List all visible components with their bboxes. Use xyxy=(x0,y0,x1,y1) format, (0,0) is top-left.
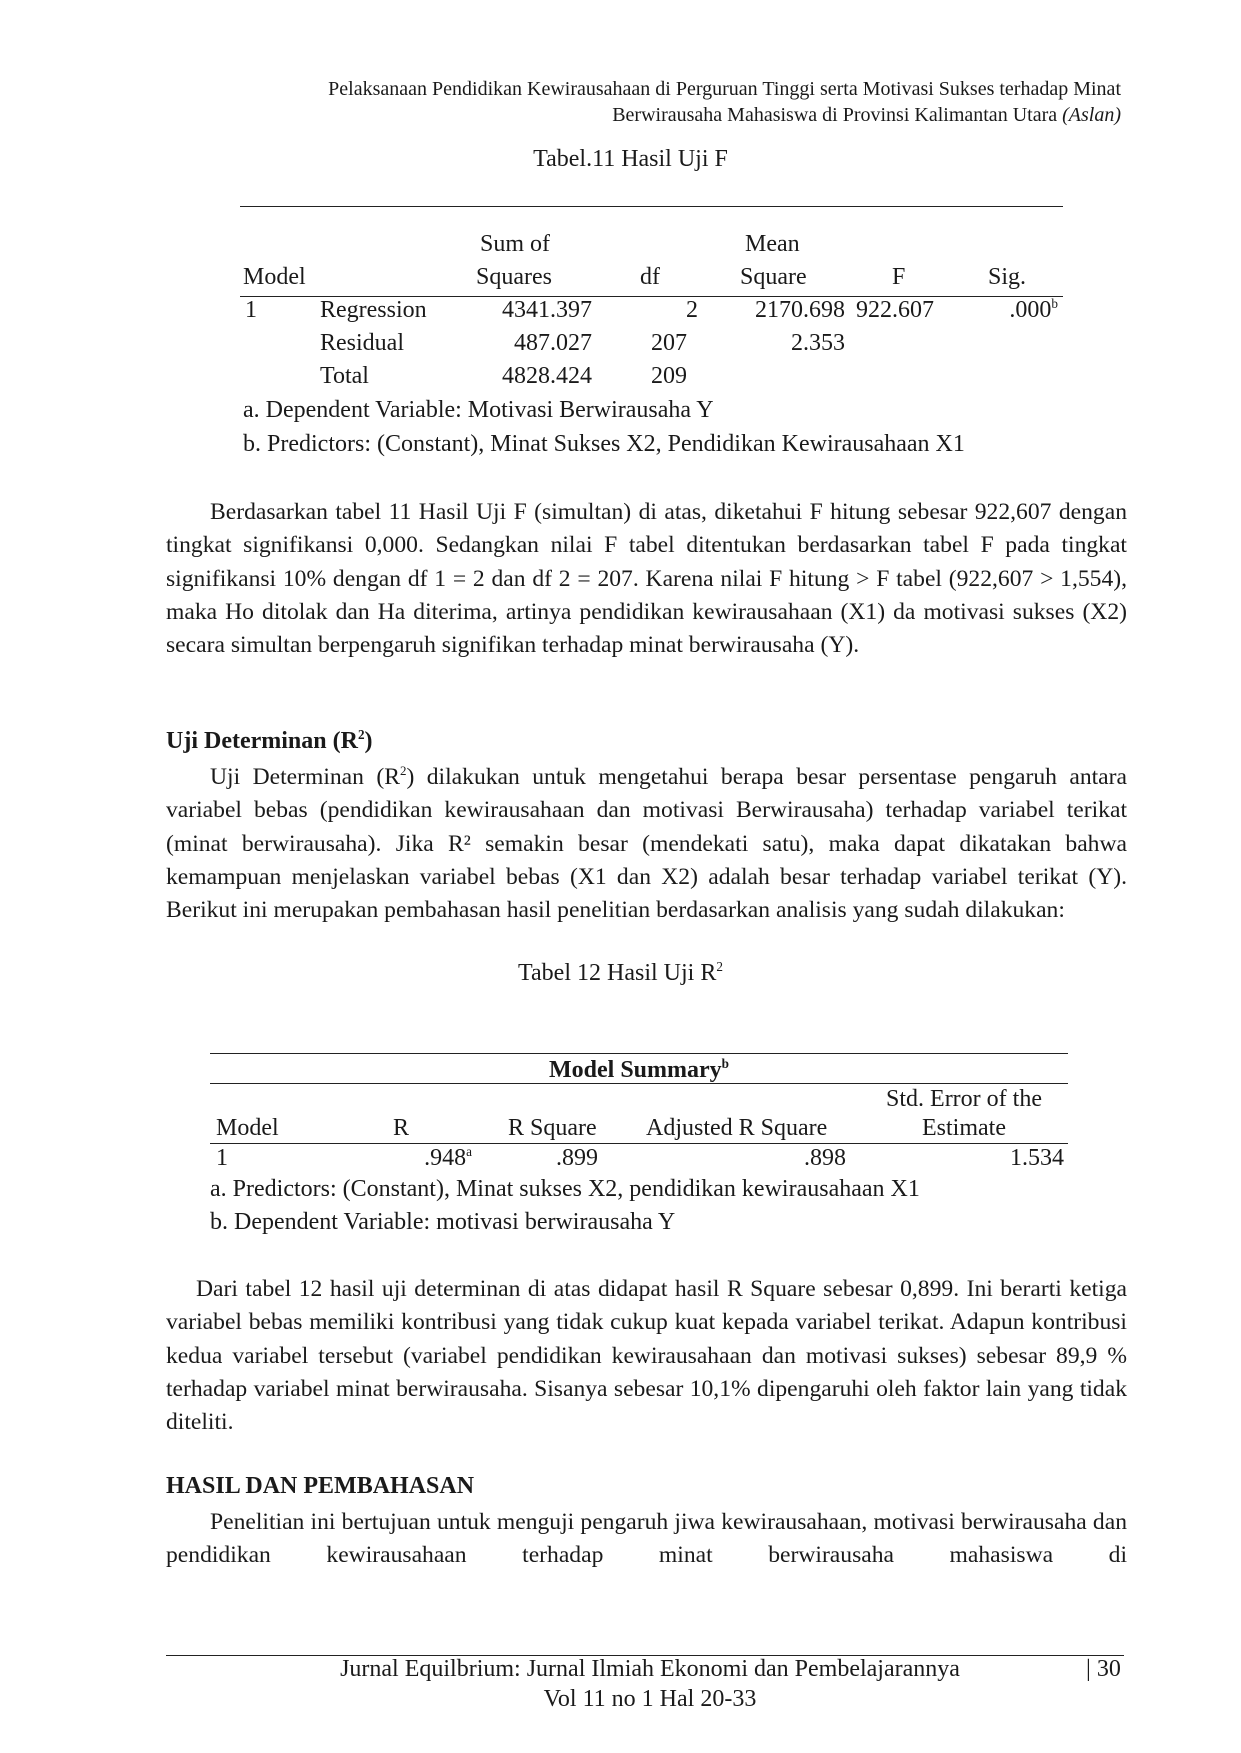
table12-note-b: b. Dependent Variable: motivasi berwirausaha Y xyxy=(210,1209,676,1235)
table12-header-rule xyxy=(210,1143,1068,1144)
table12-header-se-top: Std. Error of the xyxy=(886,1086,1042,1112)
table12-note-a: a. Predictors: (Constant), Minat sukses X2, pendidikan kewirausahaan X1 xyxy=(210,1176,920,1202)
table12-row-model: 1 xyxy=(216,1145,228,1171)
table11-note-a: a. Dependent Variable: Motivasi Berwirausaha Y xyxy=(243,397,714,423)
table11-caption: Tabel.11 Hasil Uji F xyxy=(533,146,728,172)
table11-row-sig xyxy=(960,294,1058,327)
table12-title-text: Model Summary xyxy=(549,1057,722,1083)
table11-sig-value: .000 xyxy=(1009,297,1052,323)
table11-header-sum-bottom: Squares xyxy=(476,264,552,290)
table11-row-mean: 2.353 xyxy=(791,330,845,356)
table11-row-label: Total xyxy=(320,363,369,389)
paragraph-f-test-text: Berdasarkan tabel 11 Hasil Uji F (simultan) di atas, diketahui F hitung sebesar 922,607 dengan tingkat signifikansi 0,000. Sedangkan nilai F tabel ditentukan berdasarkan tabel F pada tingkat signifikansi 10% dengan df 1 = 2 dan df 2 = 207. Karena nilai F hitung > F tabel (922,607 > 1,554), maka Ho ditolak dan Ha diterima, artinya pendidikan kewirausahaan (X1) da motivasi sukses (X2) secara simultan berpengaruh signifikan terhadap minat berwirausaha (Y). xyxy=(166,499,1127,659)
table12-caption xyxy=(0,960,1241,987)
running-header-author: (Aslan) xyxy=(1062,104,1121,126)
table12-header-se-bottom: Estimate xyxy=(922,1115,1006,1141)
table11-header-df: df xyxy=(640,264,660,290)
table12-row-r xyxy=(380,1142,472,1175)
table11-header-mean-bottom: Square xyxy=(740,264,807,290)
table11-row-label: Regression xyxy=(320,297,427,323)
table11-header-model: Model xyxy=(243,264,306,290)
heading-uji-determinan-close: ) xyxy=(364,728,373,754)
paragraph-hasil-text: Penelitian ini bertujuan untuk menguji pengaruh jiwa kewirausahaan, motivasi berwirausaha dan pendidikan kewirausahaan terhadap minat berwirausaha mahasiswa di xyxy=(166,1509,1127,1569)
table11-top-rule xyxy=(240,206,1063,207)
running-header-line1: Pelaksanaan Pendidikan Kewirausahaan di Perguruan Tinggi serta Motivasi Sukses terhadap Minat xyxy=(328,78,1121,100)
table12-header-r: R xyxy=(393,1115,410,1141)
table11-note-b: b. Predictors: (Constant), Minat Sukses X2, Pendidikan Kewirausahaan X1 xyxy=(243,431,965,457)
paragraph-determinan xyxy=(166,761,1127,927)
table12-header-r-square: R Square xyxy=(508,1115,597,1141)
table11-header-mean-top: Mean xyxy=(745,231,800,257)
paragraph-hasil xyxy=(166,1506,1127,1573)
table12-row-adjusted: .898 xyxy=(804,1145,846,1171)
running-header-title-end: Berwirausaha Mahasiswa di Provinsi Kalimantan Utara xyxy=(612,104,1058,126)
table11-sig-footnote-mark: b xyxy=(1051,296,1058,311)
heading-uji-determinan xyxy=(166,728,373,755)
table12-header-adjusted: Adjusted R Square xyxy=(646,1115,828,1141)
table11-row-df: 2 xyxy=(686,297,698,323)
paragraph-r-square-text: Dari tabel 12 hasil uji determinan di atas didapat hasil R Square sebesar 0,899. Ini berarti ketiga variabel bebas memiliki kontribusi yang tidak cukup kuat kepada variabel terikat. Adapun kontribusi kedua variabel tersebut (variabel pendidikan kewirausahaan dan motivasi sukses) sebesar 89,9 % terhadap variabel minat berwirausaha. Sisanya sebesar 10,1% dipengaruhi oleh faktor lain yang tidak diteliti. xyxy=(166,1276,1127,1436)
running-header-line2 xyxy=(328,102,1121,128)
table12-caption-sup: 2 xyxy=(716,959,723,974)
table11-row-sum: 4828.424 xyxy=(502,363,592,389)
table11-row-sum: 487.027 xyxy=(514,330,592,356)
heading-hasil-pembahasan: HASIL DAN PEMBAHASAN xyxy=(166,1473,475,1499)
footer-page-number xyxy=(1086,1654,1121,1684)
paragraph-determinan-start: Uji Determinan (R xyxy=(210,764,400,790)
heading-uji-determinan-text: Uji Determinan (R xyxy=(166,728,358,754)
table12-r-value: .948 xyxy=(424,1145,467,1171)
paragraph-determinan-sup: 2 xyxy=(399,763,407,779)
paragraph-f-test xyxy=(166,496,1127,662)
paragraph-determinan-text xyxy=(166,761,1127,927)
table12-title-sup: b xyxy=(721,1056,729,1071)
footer-journal: Jurnal Equilbrium: Jurnal Ilmiah Ekonomi dan Pembelajarannya xyxy=(340,1656,960,1682)
footer-page-separator: | xyxy=(1086,1656,1091,1682)
footer-page-value: 30 xyxy=(1096,1656,1121,1682)
table11-row-label: Residual xyxy=(320,330,404,356)
table12-row-r-square: .899 xyxy=(556,1145,598,1171)
table12-r-footnote-mark: a xyxy=(466,1144,472,1159)
table11-model-number: 1 xyxy=(245,297,257,323)
table11-header-sig: Sig. xyxy=(988,264,1027,290)
paragraph-determinan-rest: ) dilakukan untuk mengetahui berapa besar persentase pengaruh antara variabel bebas (pendidikan kewirausahaan dan motivasi Berwirausaha) terhadap variabel terikat (minat berwirausaha). Jika R² semakin besar (mendekati satu), maka dapat dikatakan bahwa kemampuan menjelaskan variabel bebas (X1 dan X2) adalah besar terhadap variabel terikat (Y). Berikut ini merupakan pembahasan hasil penelitian berdasarkan analisis yang sudah dilakukan: xyxy=(166,764,1127,924)
heading-uji-determinan-sup: 2 xyxy=(357,727,365,742)
paragraph-r-square xyxy=(166,1273,1127,1439)
running-header xyxy=(328,76,1121,128)
table11-row-sum: 4341.397 xyxy=(502,297,592,323)
table11-header-sum-top: Sum of xyxy=(480,231,551,257)
table12-header-model: Model xyxy=(216,1115,279,1141)
table11-row-f: 922.607 xyxy=(856,297,934,323)
table12-row-se: 1.534 xyxy=(1010,1145,1064,1171)
table11-row-df: 209 xyxy=(651,363,687,389)
table11-row-mean: 2170.698 xyxy=(755,297,845,323)
table11-row-df: 207 xyxy=(651,330,687,356)
table11-header-f: F xyxy=(892,264,906,290)
footer-volume: Vol 11 no 1 Hal 20-33 xyxy=(543,1686,757,1712)
table12-caption-text: Tabel 12 Hasil Uji R xyxy=(518,960,717,986)
